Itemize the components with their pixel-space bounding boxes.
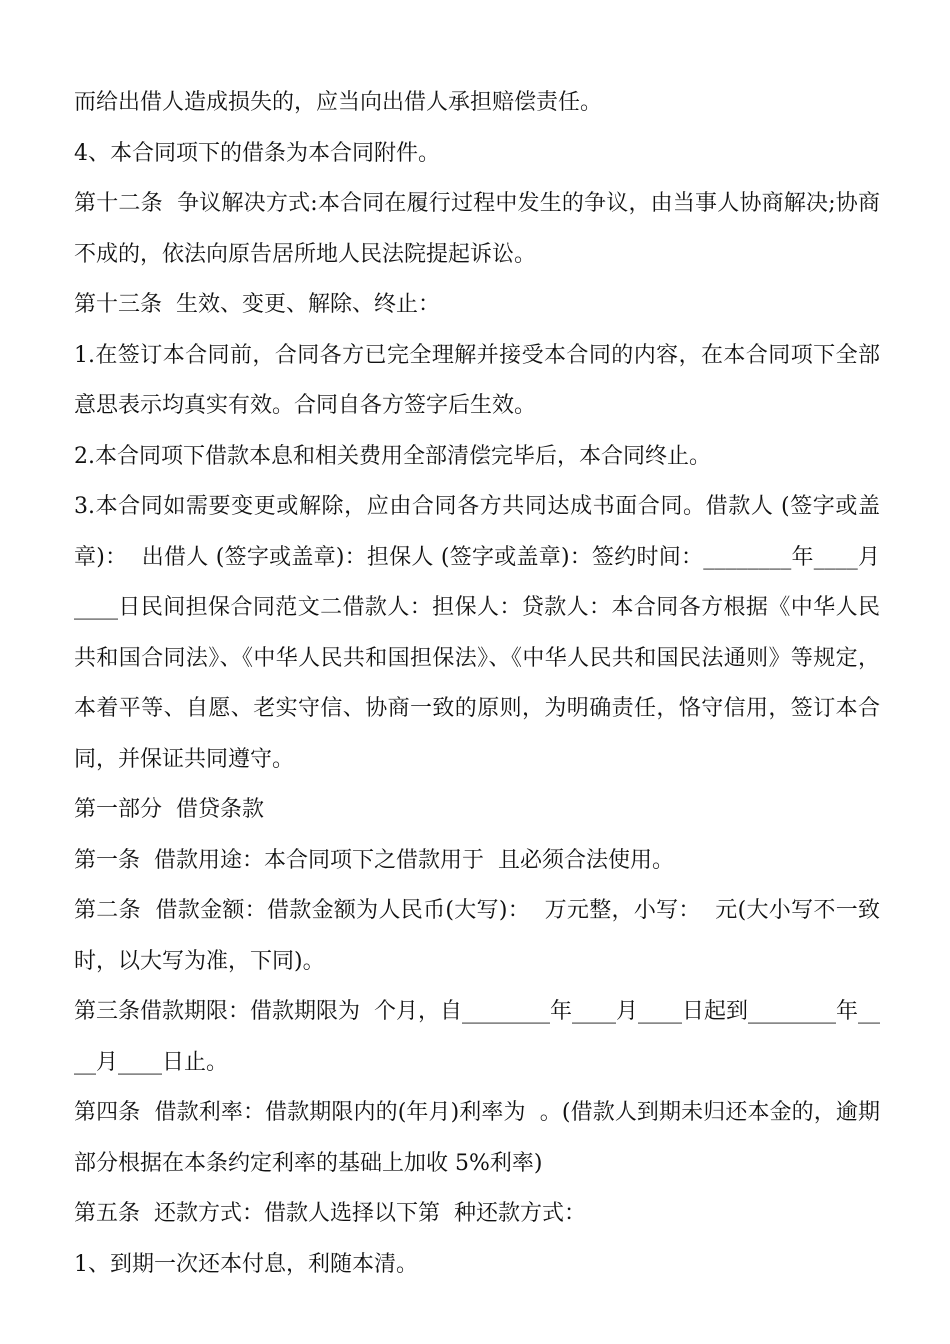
document-body: [74, 78, 880, 1290]
paragraph-repayment-option-1: 1、到期一次还本付息，利随本清。: [74, 1251, 418, 1277]
paragraph-article-2-amount: 第二条 借款金额：借款金额为人民币(大写)： 万元整，小写： 元(大小写不一致时，以大写为准，下同)。: [74, 898, 880, 974]
paragraph-article-12-dispute: 第十二条 争议解决方式:本合同在履行过程中发生的争议，由当事人协商解决;协商不成的，依法向原告居所地人民法院提起诉讼。: [74, 191, 880, 267]
paragraph-part-one-heading: 第一部分 借贷条款: [74, 797, 264, 822]
paragraph-article-5-repayment: 第五条 还款方式：借款人选择以下第 种还款方式：: [74, 1201, 586, 1226]
paragraph-compensation-liability: 而给出借人造成损失的，应当向出借人承担赔偿责任。: [74, 90, 603, 115]
paragraph-iou-attachment: 4、本合同项下的借条为本合同附件。: [74, 140, 440, 166]
paragraph-13-2-termination: 2.本合同项下借款本息和相关费用全部清偿完毕后，本合同终止。: [74, 443, 711, 469]
paragraph-article-1-purpose: 第一条 借款用途：本合同项下之借款用于 且必须合法使用。: [74, 847, 674, 873]
paragraph-13-3-modification-and-sample-two: 3.本合同如需要变更或解除，应由合同各方共同达成书面合同。借款人 (签字或盖章)： 出借人 (签字或盖章)：担保人 (签字或盖章)：签约时间：________年____月____日民间担保合同范文二借款人：担保人：贷款人：本合同各方根据《中华人民共和国合同法》、《中华人民共和国担保法》、《中华人民共和国民法通则》等规定，本着平等、自愿、老实守信、协商一致的原则，为明确责任，恪守信用，签订本合同，并保证共同遵守。: [74, 494, 880, 772]
paragraph-article-13-heading: 第十三条 生效、变更、解除、终止：: [74, 292, 440, 317]
paragraph-13-1-effectiveness: 1.在签订本合同前，合同各方已完全理解并接受本合同的内容，在本合同项下全部意思表示均真实有效。合同自各方签字后生效。: [74, 342, 880, 418]
paragraph-article-4-interest: 第四条 借款利率：借款期限内的(年月)利率为 。(借款人到期未归还本金的，逾期部分根据在本条约定利率的基础上加收 5%利率): [74, 1100, 880, 1176]
paragraph-article-3-term: 第三条借款期限：借款期限为 个月，自________年____月____日起到________年____月____日止。: [74, 999, 880, 1075]
